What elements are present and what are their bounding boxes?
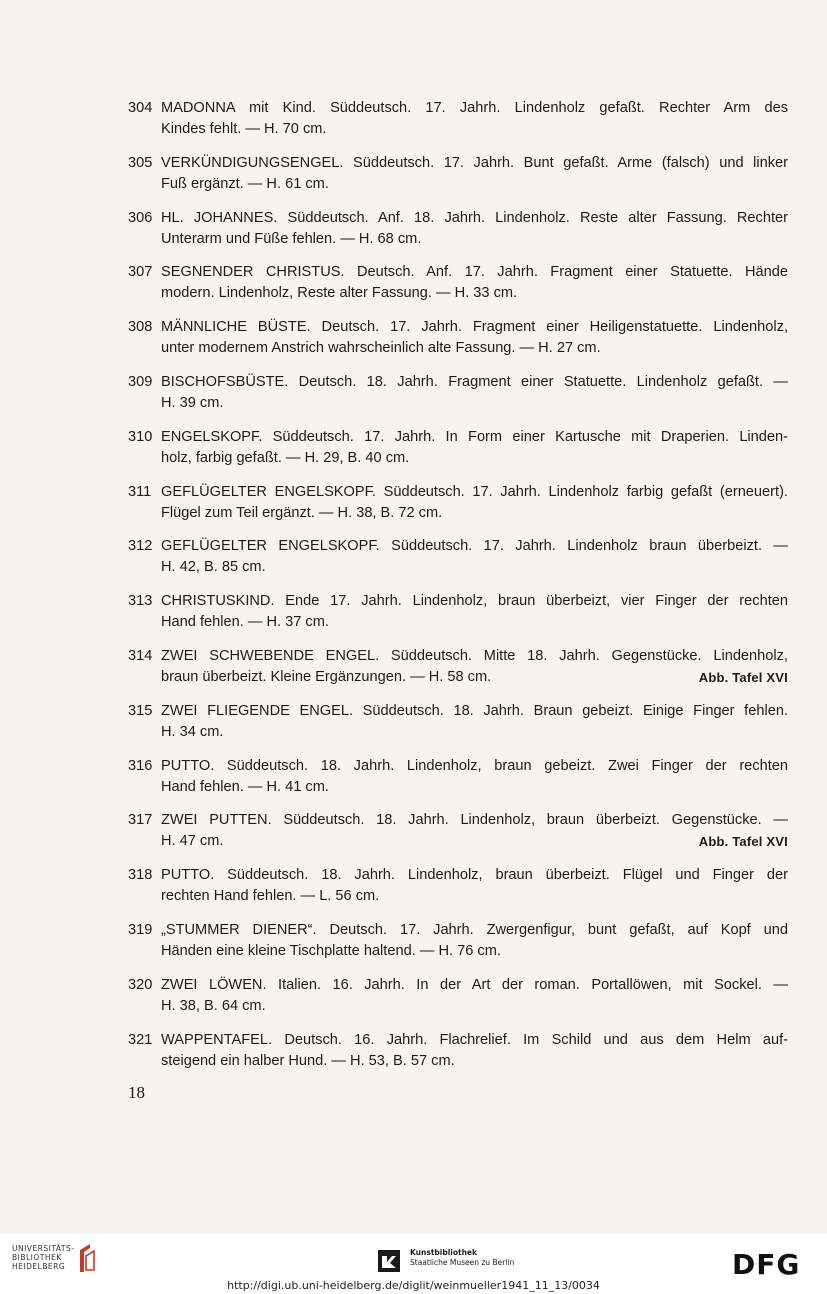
plate-reference: Abb. Tafel XVI	[698, 670, 788, 685]
entry-last-line	[161, 777, 788, 798]
entry-description	[161, 646, 788, 688]
entry-line: H. 39 cm.	[161, 395, 224, 411]
entry-last-line	[161, 393, 788, 414]
entry-last-line	[161, 174, 788, 195]
entry-last-line	[161, 1051, 788, 1072]
source-url-link[interactable]: http://digi.ub.uni-heidelberg.de/diglit/weinmueller1941_11_13/0034	[227, 1279, 600, 1292]
ub-heidelberg-mark-icon	[76, 1242, 98, 1274]
entry-number: 309	[128, 374, 153, 390]
entry-line: PUTTO. Süddeutsch. 18. Jahrh. Lindenholz, braun gebeizt. Zwei Finger der rechten	[161, 757, 788, 774]
catalog-entry	[128, 1030, 788, 1072]
entry-line: H. 47 cm.	[161, 833, 224, 850]
entry-last-line	[161, 667, 788, 688]
plate-reference: Abb. Tafel XVI	[698, 834, 788, 850]
entry-description	[161, 756, 788, 798]
entry-line: ENGELSKOPF. Süddeutsch. 17. Jahrh. In Form einer Kartusche mit Draperien. Linden-	[161, 428, 788, 445]
entry-description	[161, 317, 788, 359]
catalog-entry	[128, 975, 788, 1017]
catalog-entry	[128, 810, 788, 852]
catalog-entry	[128, 591, 788, 633]
ub-logo-line: UNIVERSITÄTS-	[12, 1244, 75, 1253]
entry-last-line	[161, 283, 788, 304]
entry-number: 311	[128, 483, 152, 500]
dfg-logo[interactable]: DFG	[732, 1248, 801, 1281]
entry-line: Kindes fehlt. — H. 70 cm.	[161, 121, 327, 137]
entry-number: 312	[128, 538, 153, 555]
entry-description	[161, 865, 788, 907]
kunstbibliothek-title: Kunstbibliothek	[410, 1248, 478, 1257]
entry-description	[161, 975, 788, 1017]
entry-number: 316	[128, 757, 153, 774]
entry-number: 321	[128, 1031, 153, 1048]
entry-description	[161, 591, 788, 633]
entry-number: 310	[128, 428, 153, 445]
kunstbibliothek-subtitle: Staatliche Museen zu Berlin	[410, 1258, 515, 1267]
entry-description	[161, 208, 788, 250]
entry-line: MADONNA mit Kind. Süddeutsch. 17. Jahrh. Lindenholz gefaßt. Rechter Arm des	[161, 100, 788, 116]
entry-last-line	[161, 612, 788, 633]
kunstbibliothek-text	[410, 1248, 514, 1268]
entry-line: steigend ein halber Hund. — H. 53, B. 57 cm.	[161, 1052, 455, 1069]
entry-line: braun überbeizt. Kleine Ergänzungen. — H. 58 cm.	[161, 669, 492, 685]
entry-last-line	[161, 557, 788, 578]
entry-description	[161, 701, 788, 743]
entry-number: 308	[128, 319, 153, 336]
entry-description	[161, 262, 788, 304]
entry-last-line	[161, 229, 788, 250]
catalog-entry	[128, 865, 788, 907]
ub-heidelberg-logo[interactable]	[12, 1244, 74, 1271]
entry-line: VERKÜNDIGUNGSENGEL. Süddeutsch. 17. Jahrh. Bunt gefaßt. Arme (falsch) und linker	[161, 154, 788, 171]
entry-number: 305	[128, 154, 153, 171]
entry-number: 314	[128, 648, 153, 664]
entry-line: BISCHOFSBÜSTE. Deutsch. 18. Jahrh. Fragment einer Statuette. Lindenholz gefaßt. —	[161, 374, 788, 390]
catalog-entry	[128, 153, 788, 195]
entry-line: Unterarm und Füße fehlen. — H. 68 cm.	[161, 230, 422, 247]
entry-line: MÄNNLICHE BÜSTE. Deutsch. 17. Jahrh. Fragment einer Heiligenstatuette. Lindenholz,	[161, 319, 788, 336]
catalog-entry	[128, 701, 788, 743]
entry-number: 318	[128, 867, 153, 884]
page-number: 18	[128, 1083, 145, 1102]
entry-last-line	[161, 338, 788, 359]
entry-number: 304	[128, 100, 153, 116]
entry-description	[161, 153, 788, 195]
entry-line: modern. Lindenholz, Reste alter Fassung. — H. 33 cm.	[161, 285, 518, 302]
entry-line: ZWEI LÖWEN. Italien. 16. Jahrh. In der Art der roman. Portallöwen, mit Sockel. —	[161, 976, 788, 993]
catalog-entry	[128, 98, 788, 140]
entry-last-line	[161, 503, 788, 524]
entry-number: 317	[128, 812, 153, 829]
entry-number: 315	[128, 702, 153, 719]
entry-line: GEFLÜGELTER ENGELSKOPF. Süddeutsch. 17. Jahrh. Lindenholz farbig gefaßt (erneuert).	[161, 483, 788, 500]
entry-last-line	[161, 996, 788, 1017]
entry-line: ZWEI FLIEGENDE ENGEL. Süddeutsch. 18. Jahrh. Braun gebeizt. Einige Finger fehlen.	[161, 702, 788, 719]
entry-line: Händen eine kleine Tischplatte haltend. — H. 76 cm.	[161, 943, 501, 959]
entry-description	[161, 536, 788, 578]
entry-line: Hand fehlen. — H. 37 cm.	[161, 614, 329, 631]
entry-line: H. 38, B. 64 cm.	[161, 997, 266, 1014]
entry-number: 306	[128, 209, 153, 226]
catalog-entry	[128, 427, 788, 469]
entry-description	[161, 372, 788, 414]
entry-description	[161, 98, 788, 140]
entry-line: WAPPENTAFEL. Deutsch. 16. Jahrh. Flachrelief. Im Schild und aus dem Helm auf-	[161, 1031, 788, 1048]
entry-description	[161, 1030, 788, 1072]
entry-description	[161, 427, 788, 469]
entry-line: GEFLÜGELTER ENGELSKOPF. Süddeutsch. 17. Jahrh. Lindenholz braun überbeizt. —	[161, 538, 788, 555]
entry-line: ZWEI SCHWEBENDE ENGEL. Süddeutsch. Mitte 18. Jahrh. Gegenstücke. Lindenholz,	[161, 648, 788, 664]
entry-line: holz, farbig gefaßt. — H. 29, B. 40 cm.	[161, 449, 410, 466]
entry-last-line	[161, 831, 788, 852]
entry-description	[161, 810, 788, 852]
entry-line: SEGNENDER CHRISTUS. Deutsch. Anf. 17. Jahrh. Fragment einer Statuette. Hände	[161, 264, 788, 281]
entry-line: H. 42, B. 85 cm.	[161, 559, 266, 576]
entry-line: PUTTO. Süddeutsch. 18. Jahrh. Lindenholz, braun überbeizt. Flügel und Finger der	[161, 867, 788, 884]
entry-last-line	[161, 941, 788, 962]
catalog-entry	[128, 372, 788, 414]
entry-last-line	[161, 722, 788, 743]
entry-line: rechten Hand fehlen. — L. 56 cm.	[161, 888, 380, 905]
entry-line: Flügel zum Teil ergänzt. — H. 38, B. 72 cm.	[161, 504, 443, 521]
catalog-entry	[128, 208, 788, 250]
entry-line: HL. JOHANNES. Süddeutsch. Anf. 18. Jahrh. Lindenholz. Reste alter Fassung. Rechter	[161, 209, 788, 226]
entry-last-line	[161, 886, 788, 907]
entry-line: „STUMMER DIENER“. Deutsch. 17. Jahrh. Zwergenfigur, bunt gefaßt, auf Kopf und	[161, 922, 788, 938]
catalog-entry	[128, 646, 788, 688]
entry-line: CHRISTUSKIND. Ende 17. Jahrh. Lindenholz, braun überbeizt, vier Finger der rechten	[161, 593, 788, 610]
catalog-entry	[128, 756, 788, 798]
catalog-entry	[128, 262, 788, 304]
entry-line: Hand fehlen. — H. 41 cm.	[161, 778, 329, 795]
catalog-entry	[128, 317, 788, 359]
catalog-entry	[128, 536, 788, 578]
entry-line: unter modernem Anstrich wahrscheinlich alte Fassung. — H. 27 cm.	[161, 340, 601, 357]
entry-last-line	[161, 119, 788, 140]
entry-number: 307	[128, 264, 153, 281]
entry-description	[161, 482, 788, 524]
ub-logo-line: HEIDELBERG	[12, 1262, 66, 1271]
kunstbibliothek-icon	[378, 1250, 400, 1272]
entry-description	[161, 920, 788, 962]
catalog-entry	[128, 920, 788, 962]
entry-line: H. 34 cm.	[161, 723, 224, 740]
entry-line: ZWEI PUTTEN. Süddeutsch. 18. Jahrh. Lindenholz, braun überbeizt. Gegenstücke. —	[161, 812, 788, 829]
ub-logo-line: BIBLIOTHEK	[12, 1253, 62, 1262]
catalog-entry	[128, 482, 788, 524]
entry-number: 313	[128, 593, 153, 610]
entry-line: Fuß ergänzt. — H. 61 cm.	[161, 175, 329, 192]
entry-last-line	[161, 448, 788, 469]
entry-number: 319	[128, 922, 153, 938]
entry-number: 320	[128, 976, 153, 993]
